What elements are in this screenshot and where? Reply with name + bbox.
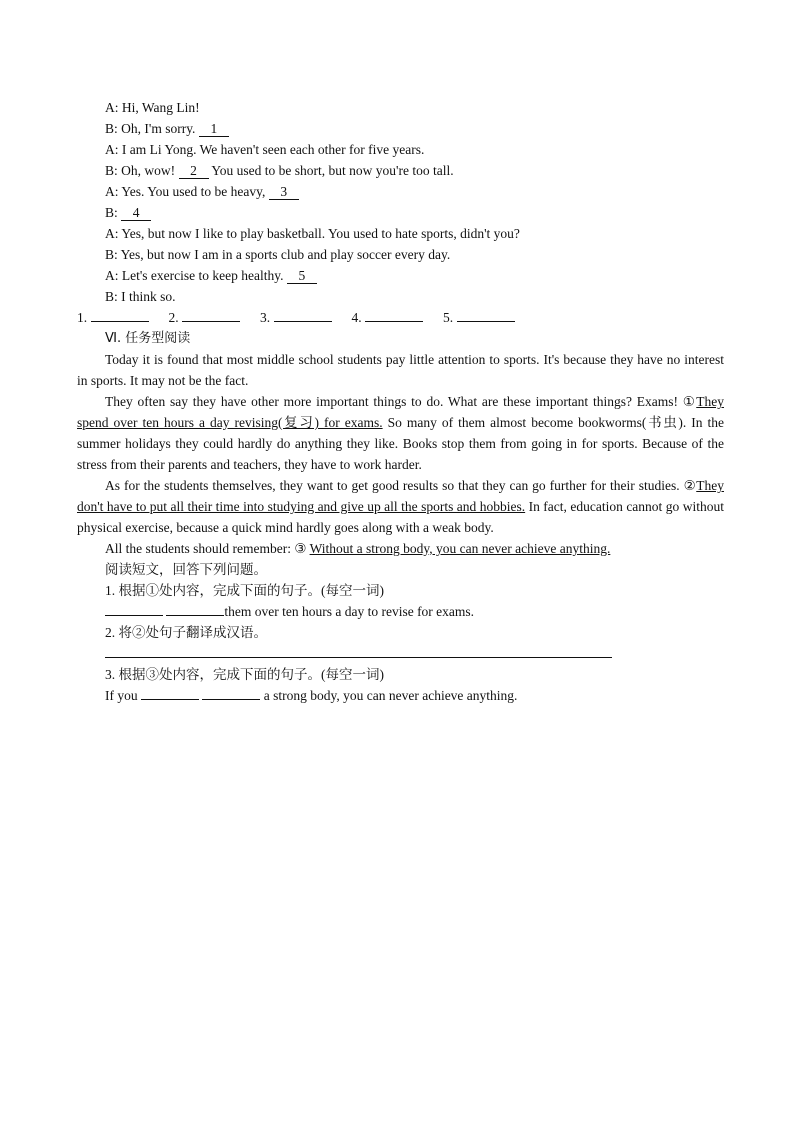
dialogue-text: I am Li Yong. We haven't seen each other for five years.	[121, 142, 425, 157]
question-3-label: 3. 根据③处内容，完成下面的句子。(每空一词)	[105, 667, 384, 682]
dialogue-section	[77, 97, 724, 307]
answer-line	[49, 307, 724, 328]
underlined-sentence-3: Without a strong body, you can never achieve anything.	[309, 541, 611, 556]
speaker-label: A:	[105, 268, 119, 283]
passage-paragraph-4	[77, 538, 724, 559]
dialogue-line	[77, 265, 724, 286]
dialogue-line	[77, 223, 724, 244]
speaker-label: B:	[105, 163, 118, 178]
question-3-tail: a strong body, you can never achieve anything.	[263, 688, 518, 703]
answer-blank[interactable]	[91, 307, 149, 322]
instructions: 阅读短文，回答下列问题。	[105, 562, 267, 577]
paragraph-2-text-a: They often say they have other more important things to do. What are these important things? Exams! ①	[105, 394, 697, 409]
speaker-label: B:	[105, 205, 118, 220]
numbered-blank[interactable]: 2	[179, 163, 209, 179]
numbered-blank[interactable]: 1	[199, 121, 229, 137]
question-1-label: 1. 根据①处内容，完成下面的句子。(每空一词)	[105, 583, 384, 598]
dialogue-text: Oh, wow!	[121, 163, 176, 178]
answer-blank[interactable]	[365, 307, 423, 322]
paragraph-3-text-b: In fact, education cannot go without physical exercise, because a quick mind hardly goes along with a weak body.	[77, 499, 724, 535]
speaker-label: A:	[105, 100, 119, 115]
answer-number: 2.	[168, 310, 179, 325]
answer-blank[interactable]	[105, 601, 163, 616]
question-1-sentence	[77, 601, 724, 622]
dialogue-line	[77, 244, 724, 265]
answer-blank[interactable]	[274, 307, 332, 322]
answer-blank[interactable]	[166, 601, 224, 616]
underlined-sentence-2: They don't have to put all their time into studying and give up all the sports and hobbies.	[77, 478, 724, 514]
numbered-blank[interactable]: 5	[287, 268, 317, 284]
passage-paragraph-2	[77, 391, 724, 475]
underlined-sentence-1: They spend over ten hours a day revising(复习) for exams.	[77, 394, 724, 430]
worksheet-page	[77, 97, 724, 706]
dialogue-text: You used to be short, but now you're too tall.	[211, 163, 454, 178]
question-2-label: 2. 将②处句子翻译成汉语。	[105, 625, 267, 640]
speaker-label: B:	[105, 289, 118, 304]
dialogue-text: Hi, Wang Lin!	[121, 100, 200, 115]
answer-number: 1.	[77, 310, 88, 325]
question-3-sentence	[77, 685, 724, 706]
question-3-head: If you	[105, 688, 138, 703]
passage-paragraph-1: Today it is found that most middle school students pay little attention to sports. It's because they have no interest in sports. It may not be the fact.	[77, 352, 724, 388]
dialogue-text: I think so.	[121, 289, 176, 304]
dialogue-text: Yes. You used to be heavy,	[121, 184, 266, 199]
answer-number: 4.	[351, 310, 362, 325]
numbered-blank[interactable]: 3	[269, 184, 299, 200]
dialogue-line	[77, 160, 724, 181]
dialogue-line	[77, 181, 724, 202]
section-heading: Ⅵ. 任务型阅读	[105, 331, 191, 346]
dialogue-line	[77, 202, 724, 223]
speaker-label: A:	[105, 142, 119, 157]
speaker-label: B:	[105, 121, 118, 136]
dialogue-line	[77, 139, 724, 160]
paragraph-3-text-a: As for the students themselves, they want to get good results so that they can go further for their studies. ②	[105, 478, 697, 493]
dialogue-line	[77, 118, 724, 139]
answer-blank[interactable]	[182, 307, 240, 322]
dialogue-text: Yes, but now I like to play basketball. You used to hate sports, didn't you?	[121, 226, 520, 241]
answer-blank[interactable]	[202, 685, 260, 700]
dialogue-text: Yes, but now I am in a sports club and play soccer every day.	[120, 247, 451, 262]
translation-answer-line[interactable]	[105, 643, 612, 658]
dialogue-text: Let's exercise to keep healthy.	[121, 268, 284, 283]
paragraph-4-text-a: All the students should remember: ③	[105, 541, 310, 556]
dialogue-line	[77, 286, 724, 307]
answer-blank[interactable]	[457, 307, 515, 322]
speaker-label: B:	[105, 247, 118, 262]
speaker-label: A:	[105, 226, 119, 241]
answer-number: 5.	[443, 310, 454, 325]
paragraph-2-text-b: So many of them almost become bookworms(书虫). In the summer holidays they could hardly do anything they like. Books stop them from going in for sports. Because of the stress from their parents and teachers, they have to work harder.	[77, 415, 724, 472]
answer-blank[interactable]	[141, 685, 199, 700]
answer-number: 3.	[260, 310, 271, 325]
question-2-answer-row	[77, 643, 724, 664]
dialogue-line	[77, 97, 724, 118]
passage-paragraph-3	[77, 475, 724, 538]
dialogue-text: Oh, I'm sorry.	[121, 121, 196, 136]
numbered-blank[interactable]: 4	[121, 205, 151, 221]
question-1-tail: them over ten hours a day to revise for exams.	[224, 604, 475, 619]
speaker-label: A:	[105, 184, 119, 199]
